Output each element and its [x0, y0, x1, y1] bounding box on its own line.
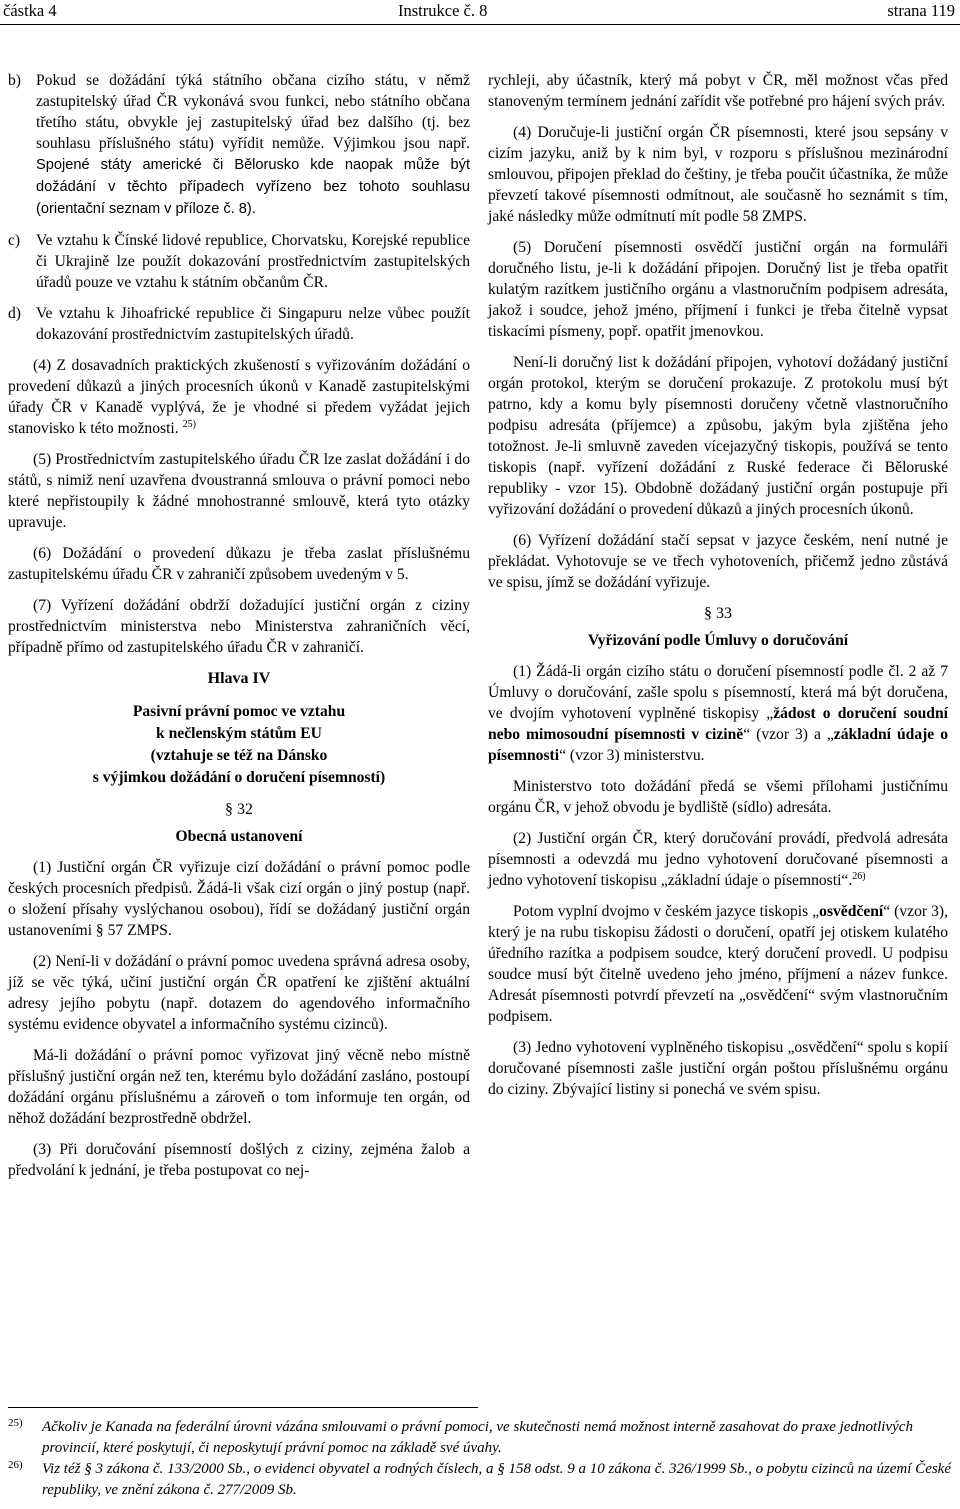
footnote-26 — [8, 1459, 952, 1501]
list-text-c: Ve vztahu k Čínské lidové republice, Chorvatsku, Korejské republice či Ukrajině lze použít dokazování prostřednictvím zastupitelských úřadů pouze ve vztahu k státním občanům ČR. — [36, 232, 470, 291]
footnote-mark-26 — [8, 1459, 42, 1501]
s32-paragraph-3: (3) Při doručování písemností došlých z ciziny, zejména žalob a předvolání k jednání, je třeba postupovat co nej- — [8, 1141, 470, 1179]
section-33-number: § 33 — [704, 605, 732, 622]
s33-p2b-part-b: “ (vzor 3), který je na rubu tiskopisu žádosti o doručení, opatří jej otiskem kulatého úředního razítka a podpisem soudce, který doručení provedl. U podpisu soudce musí být čitelně uvedeno jeho jméno, příjmení a název funkce. Adresát písemnosti potvrdí převzetí na „osvědčení“ svým vlastnoručním podpisem. — [488, 903, 948, 1025]
s32-paragraph-2b: Má-li dožádání o právní pomoc vyřizovat jiný věcně nebo místně příslušný justiční orgán než ten, kterému bylo dožádání zasláno, postoupí dožádání orgánu příslušnému a zároveň o tom informuje ten orgán, od něhož dožádání bezprostředně obdržel. — [8, 1047, 470, 1127]
paragraph-4-text: (4) Z dosavadních praktických zkušeností s vyřizováním dožádání o provedení důkazů a jiných procesních úkonů v Kanadě zastupitelskými úřady ČR v Kanadě vyplývá, že je vhodné si předem vyžádat jejich stanovisko k této možnosti. — [8, 357, 470, 437]
s32-paragraph-2: (2) Není-li v dožádání o právní pomoc uvedena správná adresa osoby, jíž se věc týká, učiní justiční orgán ČR opatření ke zjištění aktuální adresy jejího pobytu (např. dotazem do agendového informačního systému evidence obyvatel a informačního systému cizinců). — [8, 953, 470, 1033]
footnote-ref-25[interactable]: 25) — [182, 419, 196, 430]
header-rule — [0, 24, 960, 25]
list-text-b-sans: Spojené státy americké či Bělorusko kde naopak může být dožádání v těchto případech vyřízeno bez tohoto souhlasu (orientační seznam v příloze č. 8). — [36, 157, 470, 217]
list-text-b — [36, 70, 470, 220]
section-32-title: Obecná ustanovení — [175, 828, 303, 845]
chapter-subtitle-line-1: Pasivní právní pomoc ve vztahu — [132, 703, 346, 720]
footnote-mark-26-text: 26) — [8, 1459, 23, 1471]
s33-p1-part-a: (1) Žádá-li orgán cizího státu o doručení písemností podle čl. 2 až 7 Úmluvy o doručování, zašle spolu s písemností, která má být doručena, ve dvojím vyhotovení vyplněné tiskopisy „ — [488, 663, 948, 722]
s33-paragraph-2-text: (2) Justiční orgán ČR, který doručování provádí, předvolá adresáta písemnosti a odevzdá mu jedno vyhotovení doručované písemnosti a jedno vyhotovení tiskopisu „základní údaje o písemnosti“. — [488, 830, 948, 889]
chapter-subtitle — [8, 701, 470, 789]
s33-p2b-part-a: Potom vyplní dvojmo v českém jazyce tiskopis „ — [513, 903, 820, 920]
list-label-d: d) — [8, 305, 21, 322]
continuation-paragraph: rychleji, aby účastník, který má pobyt v ČR, měl možnost včas před stanoveným termínem jednání zařídit vše potřebné pro hájení svých práv. — [488, 72, 948, 110]
paragraph-5: (5) Prostřednictvím zastupitelského úřadu ČR lze zaslat dožádání i do států, s nimiž není uzavřena dvoustranná smlouva o právní pomoci nebo které nepřistoupily k žádné mnohostranné smlouvě, která tyto otázky upravuje. — [8, 451, 470, 531]
footnotes — [8, 1417, 952, 1501]
chapter-subtitle-line-4: s výjimkou dožádání o doručení písemností) — [92, 769, 386, 786]
r-paragraph-5: (5) Doručení písemnosti osvědčí justiční orgán na formuláři doručného listu, je-li k dožádání připojen. Doručný list je třeba opatřit kulatým razítkem justičního orgánu a vlastnoručním podpisem adresáta, jakož i soudce, jehož jméno, příjmení i funkci je třeba čitelně vypsat tiskacími písmeny, popř. opatřit jmenovkou. — [488, 239, 948, 340]
chapter-subtitle-line-2: k nečlenským státům EU — [156, 725, 322, 742]
s33-paragraph-1 — [488, 661, 948, 766]
footnote-mark-25-text: 25) — [8, 1417, 23, 1429]
footnote-text-25: Ačkoliv je Kanada na federální úrovni vázána smlouvami o právní pomoci, ve skutečnosti nemá možnost interně zasahovat do praxe jednotlivých provincií, které poskytují, či neposkytují právní pomoc na základě své úvahy. — [42, 1419, 913, 1456]
paragraph-6: (6) Dožádání o provedení důkazu je třeba zaslat příslušnému zastupitelskému úřadu ČR v zahraničí způsobem uvedeným v 5. — [8, 545, 470, 583]
s33-p2b-bold-certificate: osvědčení — [819, 903, 884, 920]
footnote-mark-25 — [8, 1417, 42, 1459]
s33-p1-part-c: “ (vzor 3) ministerstvu. — [559, 747, 705, 764]
s33-p1-bold-basic-data: základní údaje o písemnosti — [488, 726, 948, 764]
r-paragraph-4: (4) Doručuje-li justiční orgán ČR písemnosti, které jsou sepsány v cizím jazyku, aniž by k nim byl, v rozporu s příslušnou mezinárodní smlouvou, připojen překlad do češtiny, je třeba poučit účastníka, že může převzetí takové písemnosti odmítnout, ale současně ho seznámit s tím, jaké následky může odmítnutí mít podle 58 ZMPS. — [488, 124, 948, 225]
footnote-ref-26[interactable]: 26) — [852, 871, 866, 882]
s33-p1-bold-request: žádost o doručení soudní nebo mimosoudní písemnosti v cizině — [488, 705, 948, 743]
list-text-b-main: Pokud se dožádání týká státního občana cizího státu, v němž zastupitelský úřad ČR vykonává svou funkci, nebo státního občana třetího státu, obvykle jej zastupitelský úřad bez dalšího (tj. bez souhlasu příslušného státu) vyřídit nemůže. Výjimkou jsou např. — [36, 72, 470, 152]
s33-paragraph-3: (3) Jedno vyhotovení vyplněného tiskopisu „osvědčení“ spolu s kopií doručované písemnosti zašle justiční orgán poštou příslušnému orgánu do ciziny. Zbývající listiny si ponechá ve svém spisu. — [488, 1039, 948, 1098]
list-label-c: c) — [8, 232, 21, 249]
r-paragraph-5b: Není-li doručný list k dožádání připojen, vyhotoví dožádaný justiční orgán protokol, kterým se doručení prokazuje. Z protokolu musí být patrno, kdy a komu byly písemnosti doručeny včetně vlastnoručního podpisu adresáta (příjemce) a způsobu, jakým byla zjištěna jeho totožnost. Je-li smluvně zaveden vícejazyčný tiskopis, používá se tento tiskopis (např. vyřízení dožádání z Ruské federace či Běloruské republiky - vzor 15). Obdobně dožádaný justiční orgán postupuje při vyřizování dožádání o provedení důkazů a jiných procesních úkonů. — [488, 354, 948, 518]
header-issue: částka 4 — [3, 1, 57, 20]
list-item-c — [8, 230, 470, 293]
section-33-title: Vyřizování podle Úmluvy o doručování — [587, 632, 849, 649]
footnote-text-26: Viz též § 3 zákona č. 133/2000 Sb., o evidenci obyvatel a rodných číslech, a § 158 odst. 9 a 10 zákona č. 326/1999 Sb., o pobytu cizinců na území České republiky, ve znění zákona č. 277/2009 Sb. — [42, 1461, 952, 1498]
footnote-25 — [8, 1417, 952, 1459]
list-text-d: Ve vztahu k Jihoafrické republice či Singapuru nelze vůbec použít dokazování prostřednictvím zastupitelských úřadů. — [36, 305, 470, 343]
s33-paragraph-2b — [488, 901, 948, 1027]
list-item-b — [8, 70, 470, 220]
header-instruction: Instrukce č. 8 — [398, 1, 488, 20]
right-column — [488, 70, 948, 1110]
s33-paragraph-1b: Ministerstvo toto dožádání předá se všemi přílohami justičnímu orgánu ČR, v jehož obvodu je bydliště (sídlo) adresáta. — [488, 778, 948, 816]
left-column — [8, 70, 470, 1191]
page-header — [0, 0, 960, 22]
s32-paragraph-1: (1) Justiční orgán ČR vyřizuje cizí dožádání o právní pomoc podle českých procesních předpisů. Žádá-li však cizí orgán o jiný postup (např. o složení přísahy vyslýchanou osobou), řídí se dožádaný justiční orgán ustanoveními § 57 ZMPS. — [8, 859, 470, 939]
list-label-b: b) — [8, 72, 21, 89]
r-paragraph-6: (6) Vyřízení dožádání stačí sepsat v jazyce českém, není nutné je překládat. Vyhotovuje se ve třech vyhotoveních, přičemž jedno zůstává ve spisu, jímž se dožádání vyřizuje. — [488, 532, 948, 591]
paragraph-7: (7) Vyřízení dožádání obdrží dožadující justiční orgán z ciziny prostřednictvím ministerstva nebo Ministerstva zahraničních věcí, případně přímo od zastupitelského úřadu ČR v zahraničí. — [8, 597, 470, 656]
s33-p1-part-b: “ (vzor 3) a „ — [743, 726, 834, 743]
paragraph-4 — [8, 355, 470, 439]
section-32-number: § 32 — [225, 801, 253, 818]
list-item-d — [8, 303, 470, 345]
chapter-title: Hlava IV — [207, 670, 271, 687]
s33-paragraph-2 — [488, 828, 948, 891]
footnote-rule — [8, 1407, 478, 1408]
chapter-subtitle-line-3: (vztahuje se též na Dánsko — [150, 747, 328, 764]
header-page-number: strana 119 — [887, 1, 955, 20]
